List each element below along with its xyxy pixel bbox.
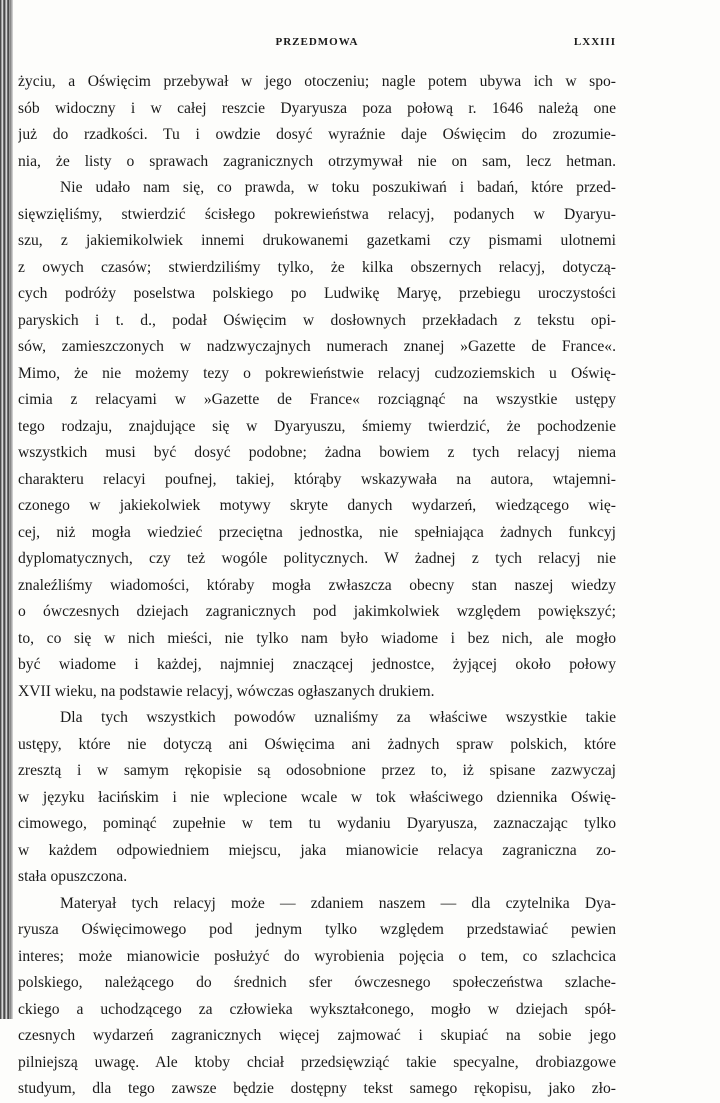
text-line: interes; może mianowicie posłużyć do wyrobienia pojęcia o tem, co szlachcica <box>18 947 616 965</box>
text-line: Nie udało nam się, co prawda, w toku poszukiwań i badań, które przed- <box>60 179 616 196</box>
text-line: być wiadome i każdej, najmniej znaczącej jednostce, żyjącej około połowy <box>18 656 616 673</box>
text-line: dyplomatycznych, czy też wogóle politycznych. W żadnej z tych relacyj nie <box>18 550 616 567</box>
text-line: charakteru relacyi poufnej, takiej, którąby wskazywała na autora, wtajemni- <box>18 470 616 488</box>
text-line: czonego w jakiekolwiek motywy skryte danych wydarzeń, wiedzącego wię- <box>18 497 616 514</box>
book-binding-shadow <box>10 0 13 1019</box>
text-line: Materyał tych relacyj może — zdaniem naszem — dla czytelnika Dya- <box>60 894 616 912</box>
text-line: wszystkich musi być dosyć podobne; żadna bowiem z tych relacyj niema <box>18 444 616 461</box>
text-line: z owych czasów; stwierdziliśmy tylko, że kilka obszernych relacyj, dotyczą- <box>18 258 616 276</box>
text-line: ckiego a uchodzącego za człowieka wykształconego, mogło w dziejach spół- <box>18 1000 616 1018</box>
text-line: o ówczesnych dziejach zagranicznych pod jakimkolwiek względem powiększyć; <box>18 603 616 620</box>
text-line: sięwzięliśmy, stwierdzić ścisłego pokrewieństwa relacyj, podanych w Dyaryu- <box>18 205 616 223</box>
text-line: pilniejszą uwagę. Ale ktoby chciał przedsięwziąć takie specyalne, drobiazgowe <box>18 1053 616 1071</box>
page-text <box>18 69 616 1103</box>
text-line: życiu, a Oświęcim przebywał w jego otoczeniu; nagle potem ubywa ich w spo- <box>18 73 616 90</box>
text-line: Dla tych wszystkich powodów uznaliśmy za właściwe wszystkie takie <box>60 709 616 726</box>
text-line: w języku łacińskim i nie wplecione wcale w tok właściwego dziennika Oświę- <box>18 788 616 806</box>
text-line: XVII wieku, na podstawie relacyj, wówczas ogłaszanych drukiem. <box>18 682 435 700</box>
text-line: czesnych wydarzeń zagranicznych więcej zajmować i skupiać na sobie jego <box>18 1027 616 1044</box>
text-line: cej, niż mogła wiedzieć przeciętna jednostka, nie spełniająca żadnych funkcyj <box>18 523 616 541</box>
text-line: cimia z relacyami w »Gazette de France« rozciągnąć na wszystkie ustępy <box>18 391 616 408</box>
text-line: ustępy, które nie dotyczą ani Oświęcima ani żadnych spraw polskich, które <box>18 735 616 753</box>
text-line: sób widoczny i w całej reszcie Dyaryusza poza połową r. 1646 należą one <box>18 99 616 117</box>
text-line: nia, że listy o sprawach zagranicznych otrzymywał nie on sam, lecz hetman. <box>18 152 616 170</box>
text-line: Mimo, że nie możemy tezy o pokrewieństwie relacyj cudzoziemskich u Oświę- <box>18 364 616 382</box>
page-header <box>18 36 616 52</box>
text-line: stała opuszczona. <box>18 868 128 885</box>
book-binding-edge <box>0 0 10 1019</box>
running-title: PRZEDMOWA <box>275 36 359 48</box>
text-line: tego rodzaju, znajdujące się w Dyaryuszu, śmiemy twierdzić, że pochodzenie <box>18 417 616 435</box>
text-line: w każdem odpowiedniem miejscu, jaka mianowicie relacya zagraniczna zo- <box>18 841 616 859</box>
text-line: zresztą i w samym rękopisie są odosobnione przez to, iż spisane zazwyczaj <box>18 762 616 779</box>
text-line: cych podróży poselstwa polskiego po Ludwikę Maryę, przebiegu uroczystości <box>18 285 616 302</box>
text-line: paryskich i t. d., podał Oświęcim w dosłownych przekładach z tekstu opi- <box>18 311 616 329</box>
text-line: cimowego, pominąć zupełnie w tem tu wydaniu Dyaryusza, zaznaczając tylko <box>18 815 616 832</box>
page-number: LXXIII <box>573 36 616 48</box>
text-line: to, co się w nich mieści, nie tylko nam było wiadome i bez nich, ale mogło <box>18 629 616 647</box>
text-line: ryusza Oświęcimowego pod jednym tylko względem przedstawiać pewien <box>18 921 616 938</box>
text-line: sów, zamieszczonych w nadzwyczajnych numerach znanej »Gazette de France«. <box>18 338 616 355</box>
text-line: już do rzadkości. Tu i owdzie dosyć wyraźnie daje Oświęcim do zrozumie- <box>18 126 616 143</box>
text-line: znaleźliśmy wiadomości, któraby mogła zwłaszcza obecny stan naszej wiedzy <box>18 576 616 594</box>
text-line: szu, z jakiemikolwiek innemi drukowanemi gazetkami czy pismami ulotnemi <box>18 232 616 249</box>
text-line: polskiego, należącego do średnich sfer ówczesnego społeczeństwa szlache- <box>18 974 616 991</box>
text-line: studyum, dla tego zawsze będzie dostępny tekst samego rękopisu, jako zło- <box>18 1080 616 1097</box>
